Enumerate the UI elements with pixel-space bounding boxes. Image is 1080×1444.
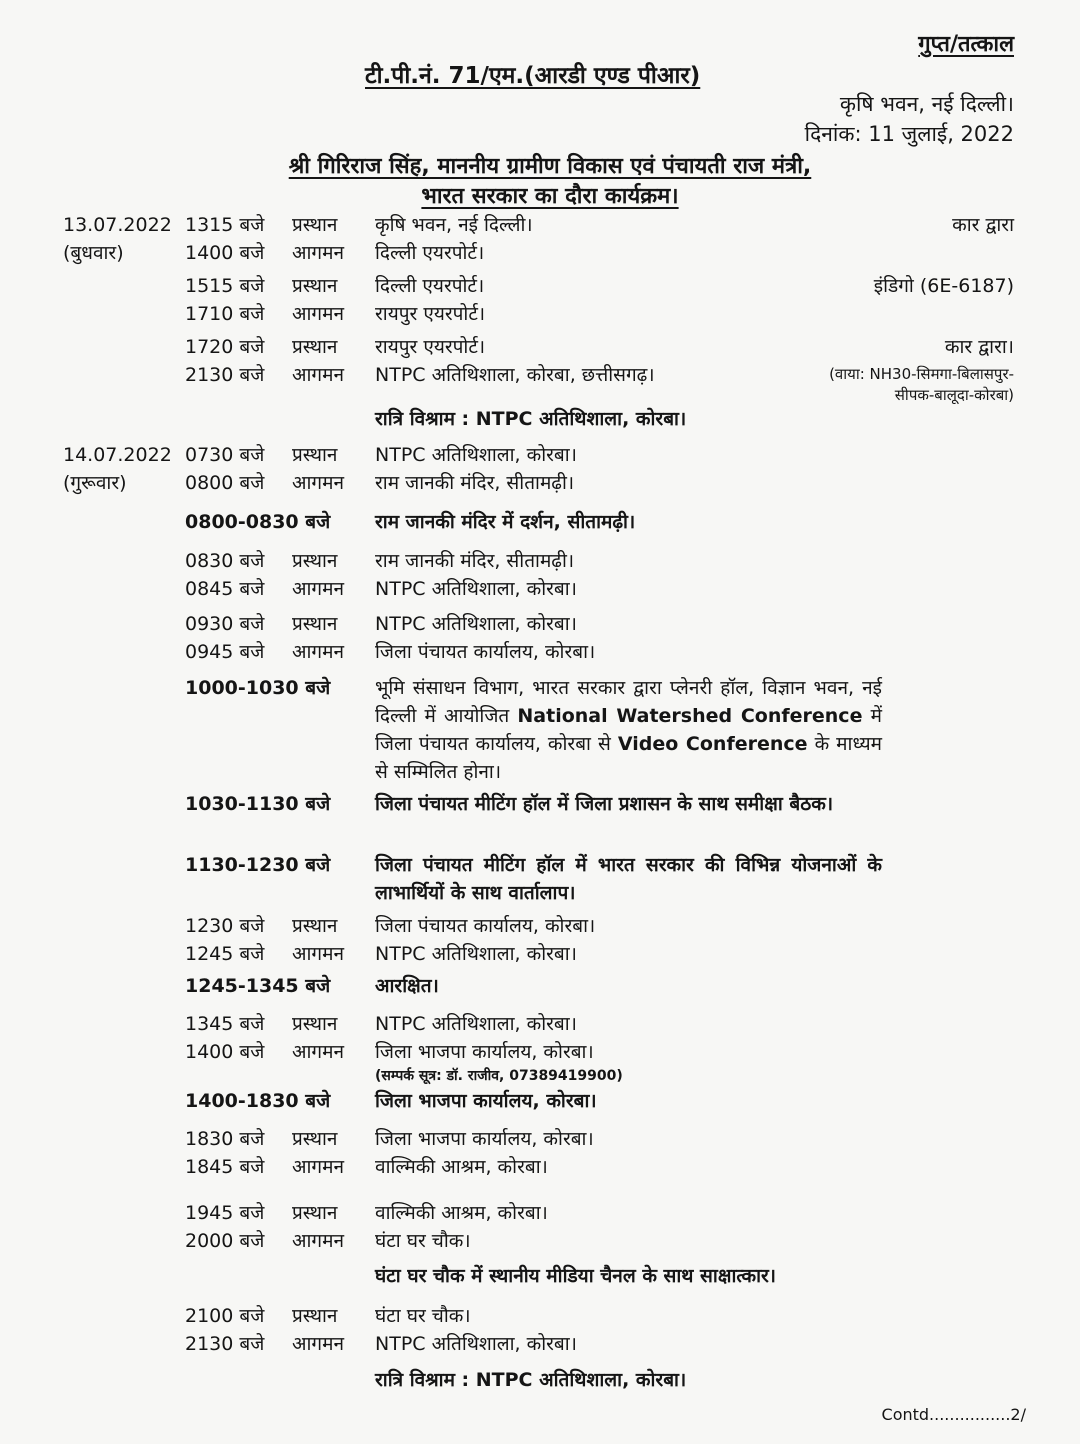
- row-type: आगमन: [292, 1041, 345, 1063]
- day1-weekday: (बुधवार): [63, 242, 124, 264]
- row-type: आगमन: [292, 1333, 345, 1355]
- row-place: रायपुर एयरपोर्ट।: [375, 336, 486, 358]
- row-type: आगमन: [292, 1156, 345, 1178]
- row-time: 1515 बजे: [185, 275, 265, 297]
- day1-date: 13.07.2022: [63, 214, 172, 236]
- row-time: 1315 बजे: [185, 214, 265, 236]
- issue-place: कृषि भवन, नई दिल्ली।: [839, 92, 1014, 116]
- route-line2: सीपक-बालूदा-कोरबा): [894, 386, 1014, 404]
- issue-date: दिनांक: 11 जुलाई, 2022: [804, 122, 1014, 146]
- row-time: 0945 बजे: [185, 641, 265, 663]
- row-place: घंटा घर चौक।: [375, 1230, 471, 1252]
- row-type: आगमन: [292, 472, 345, 494]
- event-text: घंटा घर चौक में स्थानीय मीडिया चैनल के साथ साक्षात्कार।: [375, 1265, 776, 1287]
- event-time: 0800-0830 बजे: [185, 511, 331, 533]
- row-time: 1720 बजे: [185, 336, 265, 358]
- row-type: आगमन: [292, 242, 345, 264]
- row-type: आगमन: [292, 1230, 345, 1252]
- row-time: 1710 बजे: [185, 303, 265, 325]
- row-place: NTPC अतिथिशाला, कोरबा।: [375, 444, 577, 466]
- day1-night-halt: रात्रि विश्राम : NTPC अतिथिशाला, कोरबा।: [375, 408, 687, 430]
- event-time: 1130-1230 बजे: [185, 854, 331, 876]
- row-type: आगमन: [292, 641, 345, 663]
- row-place: जिला भाजपा कार्यालय, कोरबा।: [375, 1128, 594, 1150]
- row-time: 1345 बजे: [185, 1013, 265, 1035]
- event-time: 1030-1130 बजे: [185, 793, 331, 815]
- row-type: प्रस्थान: [292, 1305, 338, 1327]
- event-text: जिला पंचायत मीटिंग हॉल में भारत सरकार की विभिन्न योजनाओं के लाभार्थियों के साथ वार्तालाप।: [375, 854, 882, 904]
- row-type: आगमन: [292, 578, 345, 600]
- event-text-part: भूमि संसाधन विभाग, भारत सरकार द्वारा प्लेनरी हॉल, विज्ञान भवन, नई दिल्ली में आयोजित: [375, 677, 882, 727]
- row-place: दिल्ली एयरपोर्ट।: [375, 242, 485, 264]
- continued-label: Contd................2/: [881, 1405, 1026, 1424]
- contact-info: (सम्पर्क सूत्र: डॉ. राजीव, 07389419900): [375, 1068, 623, 1084]
- event-text: जिला पंचायत मीटिंग हॉल में जिला प्रशासन के साथ समीक्षा बैठक।: [375, 793, 834, 815]
- day2-night-halt: रात्रि विश्राम : NTPC अतिथिशाला, कोरबा।: [375, 1369, 687, 1391]
- row-type: प्रस्थान: [292, 613, 338, 635]
- row-type: आगमन: [292, 303, 345, 325]
- classification-label: गुप्त/तत्काल: [918, 32, 1014, 57]
- day2-date: 14.07.2022: [63, 444, 172, 466]
- row-time: 1845 बजे: [185, 1156, 265, 1178]
- row-type: प्रस्थान: [292, 336, 338, 358]
- row-place: वाल्मिकी आश्रम, कोरबा।: [375, 1156, 548, 1178]
- row-place: राम जानकी मंदिर, सीतामढ़ी।: [375, 550, 575, 572]
- row-place: NTPC अतिथिशाला, कोरबा।: [375, 1333, 577, 1355]
- row-type: प्रस्थान: [292, 444, 338, 466]
- travel-mode: कार द्वारा: [952, 214, 1014, 236]
- event-text-bold: National Watershed Conference: [517, 705, 863, 727]
- row-place: वाल्मिकी आश्रम, कोरबा।: [375, 1202, 548, 1224]
- row-place: कृषि भवन, नई दिल्ली।: [375, 214, 533, 236]
- row-place: रायपुर एयरपोर्ट।: [375, 303, 486, 325]
- event-time: 1245-1345 बजे: [185, 975, 331, 997]
- row-type: प्रस्थान: [292, 275, 338, 297]
- reference-number: टी.पी.नं. 71/एम.(आरडी एण्ड पीआर): [365, 63, 701, 89]
- row-time: 2100 बजे: [185, 1305, 265, 1327]
- row-type: आगमन: [292, 364, 345, 386]
- row-time: 1400 बजे: [185, 1041, 265, 1063]
- row-time: 1230 बजे: [185, 915, 265, 937]
- row-place: जिला भाजपा कार्यालय, कोरबा।: [375, 1041, 594, 1063]
- row-place: दिल्ली एयरपोर्ट।: [375, 275, 485, 297]
- row-time: 1945 बजे: [185, 1202, 265, 1224]
- travel-mode: इंडिगो (6E-6187): [873, 275, 1014, 297]
- page-title-line2: भारत सरकार का दौरा कार्यक्रम।: [421, 184, 679, 209]
- row-place: NTPC अतिथिशाला, कोरबा।: [375, 943, 577, 965]
- row-time: 0845 बजे: [185, 578, 265, 600]
- row-time: 2000 बजे: [185, 1230, 265, 1252]
- row-place: राम जानकी मंदिर, सीतामढ़ी।: [375, 472, 575, 494]
- row-time: 1245 बजे: [185, 943, 265, 965]
- page-title-line1: श्री गिरिराज सिंह, माननीय ग्रामीण विकास एवं पंचायती राज मंत्री,: [288, 154, 812, 179]
- event-text: राम जानकी मंदिर में दर्शन, सीतामढ़ी।: [375, 511, 636, 533]
- row-place: NTPC अतिथिशाला, कोरबा।: [375, 613, 577, 635]
- row-time: 0800 बजे: [185, 472, 265, 494]
- event-text-bold: Video Conference: [617, 733, 808, 755]
- row-time: 0930 बजे: [185, 613, 265, 635]
- row-place: जिला पंचायत कार्यालय, कोरबा।: [375, 915, 596, 937]
- event-time: 1000-1030 बजे: [185, 677, 331, 699]
- row-place: NTPC अतिथिशाला, कोरबा।: [375, 1013, 577, 1035]
- row-time: 1400 बजे: [185, 242, 265, 264]
- row-type: प्रस्थान: [292, 1013, 338, 1035]
- row-time: 0830 बजे: [185, 550, 265, 572]
- row-time: 1830 बजे: [185, 1128, 265, 1150]
- event-text-conference: [375, 674, 882, 786]
- event-text: आरक्षित।: [375, 975, 439, 997]
- row-time: 0730 बजे: [185, 444, 265, 466]
- event-time: 1400-1830 बजे: [185, 1090, 331, 1112]
- route-line1: (वाया: NH30-सिमगा-बिलासपुर-: [829, 365, 1014, 383]
- row-type: प्रस्थान: [292, 915, 338, 937]
- row-type: प्रस्थान: [292, 1128, 338, 1150]
- event-text-part: के माध्यम से सम्मिलित होना।: [375, 733, 882, 783]
- row-place: घंटा घर चौक।: [375, 1305, 471, 1327]
- row-type: प्रस्थान: [292, 550, 338, 572]
- event-text: जिला भाजपा कार्यालय, कोरबा।: [375, 1090, 597, 1112]
- row-type: प्रस्थान: [292, 214, 338, 236]
- travel-mode: कार द्वारा।: [944, 336, 1014, 358]
- row-place: NTPC अतिथिशाला, कोरबा, छत्तीसगढ़।: [375, 364, 655, 386]
- row-place: NTPC अतिथिशाला, कोरबा।: [375, 578, 577, 600]
- row-time: 2130 बजे: [185, 364, 265, 386]
- row-place: जिला पंचायत कार्यालय, कोरबा।: [375, 641, 596, 663]
- row-time: 2130 बजे: [185, 1333, 265, 1355]
- row-type: आगमन: [292, 943, 345, 965]
- day2-weekday: (गुरूवार): [63, 472, 127, 494]
- event-text-part: में जिला पंचायत कार्यालय, कोरबा से: [375, 705, 882, 755]
- row-type: प्रस्थान: [292, 1202, 338, 1224]
